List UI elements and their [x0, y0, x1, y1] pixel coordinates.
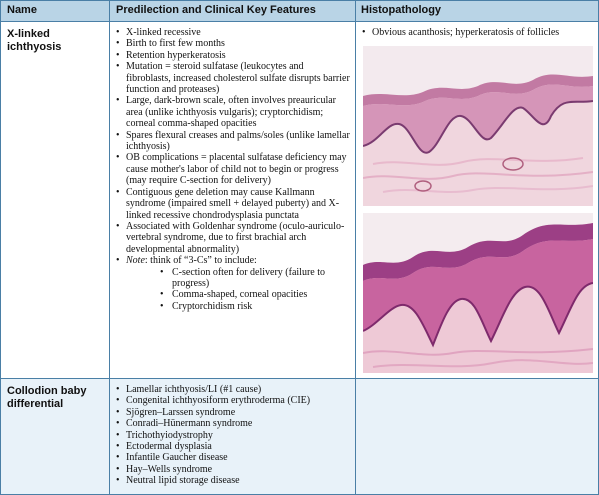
row-name-collodion-baby: Collodion baby differential [7, 385, 87, 410]
column-divider [109, 1, 110, 494]
note-sublist [126, 267, 350, 313]
sub-list-item: • Comma-shaped, corneal opacities [126, 289, 350, 300]
list-item: • OB complications = placental sulfatase deficiency may cause mother's labor of child not to begin or progress (may require C-section for delivery) [114, 152, 350, 186]
sub-list-item: • Cryptorchidism risk [126, 301, 350, 312]
x-linked-features-list [114, 27, 350, 312]
list-item: • Ectodermal dysplasia [114, 441, 350, 452]
header-name: Name [7, 4, 37, 16]
list-item: • Hay–Wells syndrome [114, 464, 350, 475]
note-text: : think of “3-Cs” to include: [144, 255, 257, 267]
list-item: • Sjögren–Larssen syndrome [114, 407, 350, 418]
list-item: • Conradi–Hünermann syndrome [114, 418, 350, 429]
list-item: • Lamellar ichthyosis/LI (#1 cause) [114, 384, 350, 395]
list-item: • Infantile Gaucher disease [114, 452, 350, 463]
list-item: • X-linked recessive [114, 27, 350, 38]
sub-list-item: • C-section often for delivery (failure to progress) [126, 267, 350, 290]
table-header-row [1, 1, 598, 22]
row-divider [1, 378, 598, 379]
histology-image-top [363, 46, 593, 206]
histology-image-bottom [363, 213, 593, 373]
column-divider [355, 1, 356, 494]
list-item: • Birth to first few months [114, 38, 350, 49]
list-item: • Associated with Goldenhar syndrome (oculo-auriculo-vertebral syndrome, due to first brachial arch developmental abnormality) [114, 221, 350, 255]
list-item: • Obvious acanthosis; hyperkeratosis of follicles [360, 27, 594, 38]
list-item: • Contiguous gene deletion may cause Kallmann syndrome (impaired smell + delayed puberty) and X-linked recessive chondrodysplasia punctata [114, 187, 350, 221]
header-histopathology: Histopathology [361, 4, 442, 16]
list-item: • Neutral lipid storage disease [114, 475, 350, 486]
row-name-x-linked-ichthyosis: X-linked ichthyosis [7, 28, 62, 53]
list-item: • Large, dark-brown scale, often involves preauricular area (unlike ichthyosis vulgaris); cryptorchidism; corneal comma-shaped opacities [114, 95, 350, 129]
histopathology-list [360, 27, 594, 38]
collodion-differential-list [114, 384, 350, 487]
note-item [114, 255, 350, 312]
list-item: • Congenital ichthyosiform erythroderma (CIE) [114, 395, 350, 406]
list-item: • Retention hyperkeratosis [114, 50, 350, 61]
list-item: • Spares flexural creases and palms/soles (unlike lamellar ichthyosis) [114, 130, 350, 153]
list-item: • Trichothyiodystrophy [114, 430, 350, 441]
list-item: • Mutation = steroid sulfatase (leukocytes and fibroblasts, increased cholesterol sulfate disrupts barrier function and proteases) [114, 61, 350, 95]
header-features: Predilection and Clinical Key Features [116, 4, 316, 16]
note-label: Note [126, 255, 145, 267]
